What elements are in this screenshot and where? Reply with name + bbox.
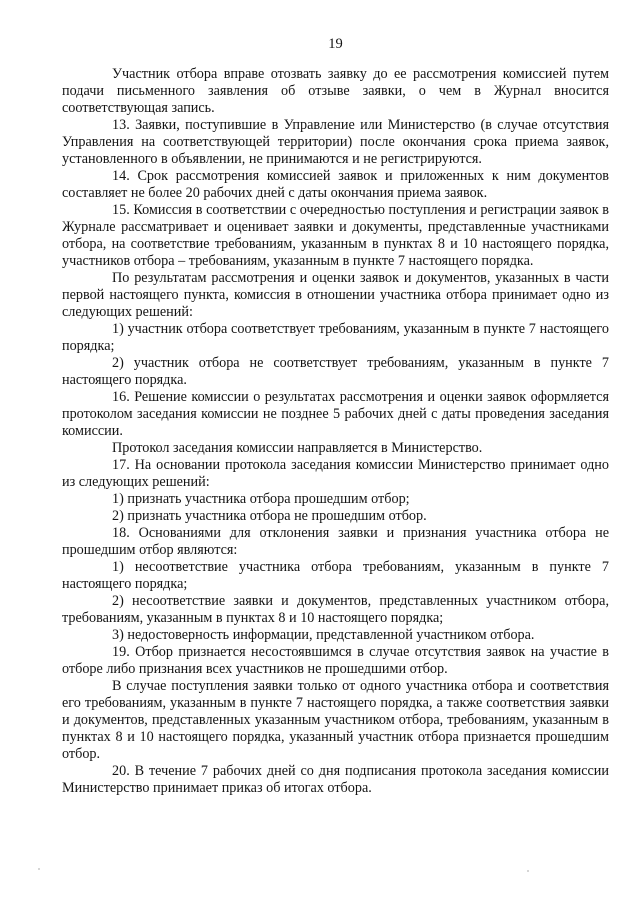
paragraph-17: 17. На основании протокола заседания комиссии Министерство принимает одно из следующих решений: [62,457,609,490]
scan-speck [527,870,529,872]
paragraph-16: 16. Решение комиссии о результатах рассмотрения и оценки заявок оформляется протоколом заседания комиссии не позднее 5 рабочих дней с даты проведения заседания комиссии. [62,389,609,439]
paragraph-18-item-2: 2) несоответствие заявки и документов, представленных участником отбора, требованиям, указанным в пунктах 8 и 10 настоящего порядка; [62,593,609,626]
paragraph-withdrawal: Участник отбора вправе отозвать заявку до ее рассмотрения комиссией путем подачи письменного заявления об отзыве заявки, о чем в Журнал вносится соответствующая запись. [62,66,609,116]
page-number: 19 [328,36,343,52]
paragraph-18: 18. Основаниями для отклонения заявки и признания участника отбора не прошедшим отбор являются: [62,525,609,558]
paragraph-18-item-3: 3) недостоверность информации, представленной участником отбора. [112,627,535,643]
paragraph-15-results: По результатам рассмотрения и оценки заявок и документов, указанных в части первой настоящего пункта, комиссия в отношении участника отбора принимает одно из следующих решений: [62,270,609,320]
paragraph-18-item-1: 1) несоответствие участника отбора требованиям, указанным в пункте 7 настоящего порядка; [62,559,609,592]
paragraph-13: 13. Заявки, поступившие в Управление или Министерство (в случае отсутствия Управления на соответствующей территории) после окончания срока приема заявок, установленного в объявлении, не принимаются и не регистрируются. [62,117,609,167]
document-page [62,36,609,797]
paragraph-15: 15. Комиссия в соответствии с очередностью поступления и регистрации заявок в Журнале рассматривает и оценивает заявки и документы, представленные участниками отбора, на соответствие требованиям, указанным в пунктах 8 и 10 настоящего порядка, участников отбора – требованиям, указанным в пункте 7 настоящего порядка. [62,202,609,269]
paragraph-17-item-1: 1) признать участника отбора прошедшим отбор; [112,491,410,507]
paragraph-19-single: В случае поступления заявки только от одного участника отбора и соответствия его требованиям, указанным в пункте 7 настоящего порядка, а также соответствия заявки и документов, представленных указанным участником отбора, требованиям, указанным в пунктах 8 и 10 настоящего порядка, указанный участник отбора признается прошедшим отбор. [62,678,609,762]
paragraph-17-item-2: 2) признать участника отбора не прошедшим отбор. [112,508,427,524]
scan-speck [38,868,40,870]
paragraph-20: 20. В течение 7 рабочих дней со дня подписания протокола заседания комиссии Министерство принимает приказ об итогах отбора. [62,763,609,796]
paragraph-16-protocol: Протокол заседания комиссии направляется в Министерство. [112,440,483,456]
paragraph-14: 14. Срок рассмотрения комиссией заявок и приложенных к ним документов составляет не более 20 рабочих дней с даты окончания приема заявок. [62,168,609,201]
paragraph-19: 19. Отбор признается несостоявшимся в случае отсутствия заявок на участие в отборе либо признания всех участников не прошедшими отбор. [62,644,609,677]
paragraph-15-item-1: 1) участник отбора соответствует требованиям, указанным в пункте 7 настоящего порядка; [62,321,609,354]
paragraph-15-item-2: 2) участник отбора не соответствует требованиям, указанным в пункте 7 настоящего порядка. [62,355,609,388]
